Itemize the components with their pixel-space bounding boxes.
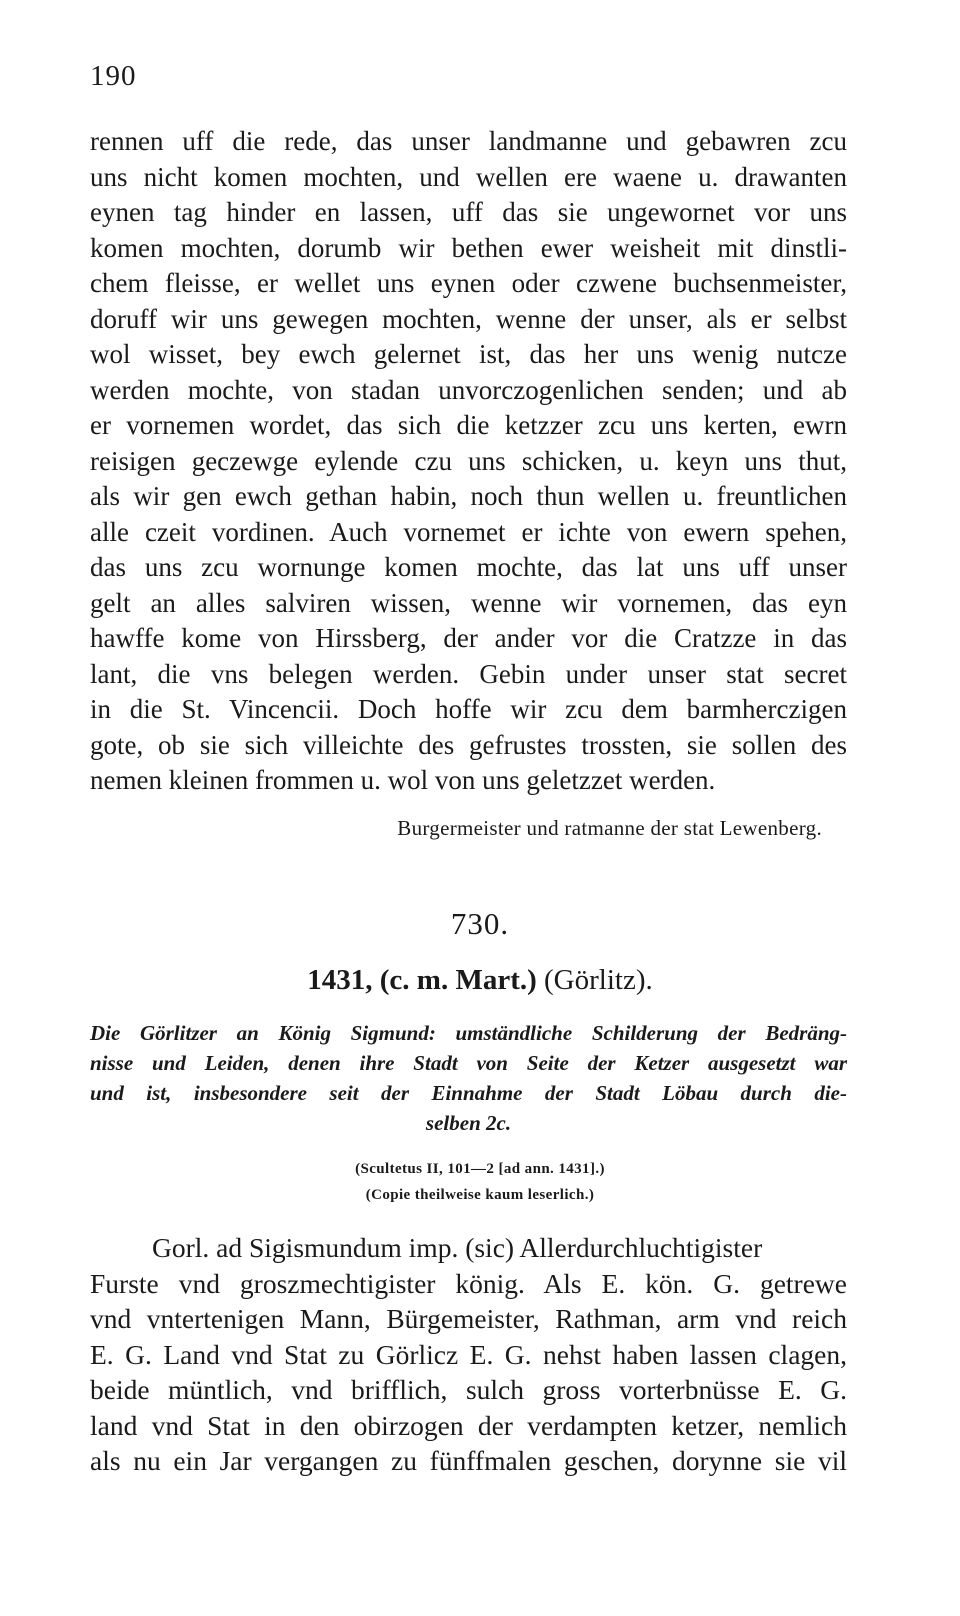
text-line: doruff wir uns gewegen mochten, wenne der unser, als er selbst (90, 303, 847, 334)
text-line: gote, ob sie sich villeichte des gefrustes trossten, sie sollen des (90, 729, 847, 760)
summary-line: Die Görlitzer an König Sigmund: umständliche Schilderung der Bedräng- (90, 1021, 847, 1045)
document-place: (Görlitz). (544, 964, 653, 996)
signature-line: Burgermeister und ratmanne der stat Lewenberg. (397, 816, 822, 840)
text-line: Gorl. ad Sigismundum imp. (sic) Allerdurchluchtigister (152, 1232, 763, 1263)
text-line: er vornemen wordet, das sich die ketzzer zcu uns kerten, ewrn (90, 410, 847, 440)
text-line: werden mochte, von stadan unvorczogenlichen senden; und ab (90, 374, 847, 405)
text-line: wol wisset, bey ewch gelernet ist, das her uns wenig nutcze (90, 339, 847, 369)
text-line: chem fleisse, er wellet uns eynen oder czwene buchsenmeister, (90, 268, 847, 298)
text-line: das uns zcu wornunge komen mochte, das lat uns uff unser (90, 552, 847, 582)
text-line: lant, die vns belegen werden. Gebin under unser stat secret (90, 658, 847, 689)
source-reference (0, 1156, 960, 1208)
text-line: gelt an alles salviren wissen, wenne wir vornemen, das eyn (90, 587, 847, 618)
text-line: alle czeit vordinen. Auch vornemet er ichte von ewern spehen, (90, 516, 847, 547)
summary-line: nisse und Leiden, denen ihre Stadt von Seite der Ketzer ausgesetzt war (90, 1051, 847, 1075)
text-line: als nu ein Jar vergangen zu fünffmalen geschen, dorynne sie vil (90, 1445, 847, 1476)
letter-body-paragraph (90, 124, 847, 799)
text-line: rennen uff die rede, das unser landmanne und gebawren zcu (90, 126, 847, 156)
source-citation: (Scultetus II, 101—2 [ad ann. 1431].) (355, 1161, 605, 1177)
document-body-paragraph (90, 1230, 847, 1479)
document-summary (90, 1018, 847, 1138)
text-line: komen mochten, dorumb wir bethen ewer weisheit mit dinstli- (90, 232, 847, 263)
document-date-heading (0, 964, 960, 997)
summary-line: selben 2c. (425, 1111, 512, 1135)
text-line: in die St. Vincencii. Doch hoffe wir zcu dem barmherczigen (90, 694, 847, 724)
text-line: land vnd Stat in den obirzogen der verdampten ketzer, nemlich (90, 1409, 847, 1441)
summary-line: und ist, insbesondere seit der Einnahme der Stadt Löbau durch die- (90, 1081, 847, 1105)
document-date: 1431, (c. m. Mart.) (307, 964, 537, 996)
text-line: Furste vnd groszmechtigister könig. Als E. kön. G. getrewe (90, 1267, 847, 1299)
text-line: vnd vntertenigen Mann, Bürgemeister, Rathman, arm vnd reich (90, 1303, 847, 1334)
document-number: 730. (450, 906, 510, 941)
text-line: uns nicht komen mochten, und wellen ere waene u. drawanten (90, 161, 847, 192)
text-line: nemen kleinen frommen u. wol von uns geletzzet werden. (90, 765, 716, 795)
page-number: 190 (90, 60, 137, 92)
source-note: (Copie theilweise kaum leserlich.) (365, 1187, 595, 1203)
text-line: reisigen geczewge eylende czu uns schicken, u. keyn uns thut, (90, 445, 847, 476)
text-line: beide müntlich, vnd brifflich, sulch gross vorterbnüsse E. G. (90, 1374, 847, 1405)
text-line: als wir gen ewch gethan habin, noch thun wellen u. freuntlichen (90, 481, 847, 511)
text-line: E. G. Land vnd Stat zu Görlicz E. G. nehst haben lassen clagen, (90, 1338, 847, 1370)
text-line: hawffe kome von Hirssberg, der ander vor die Cratzze in das (90, 623, 847, 653)
text-line: eynen tag hinder en lassen, uff das sie ungewornet vor uns (90, 197, 847, 227)
